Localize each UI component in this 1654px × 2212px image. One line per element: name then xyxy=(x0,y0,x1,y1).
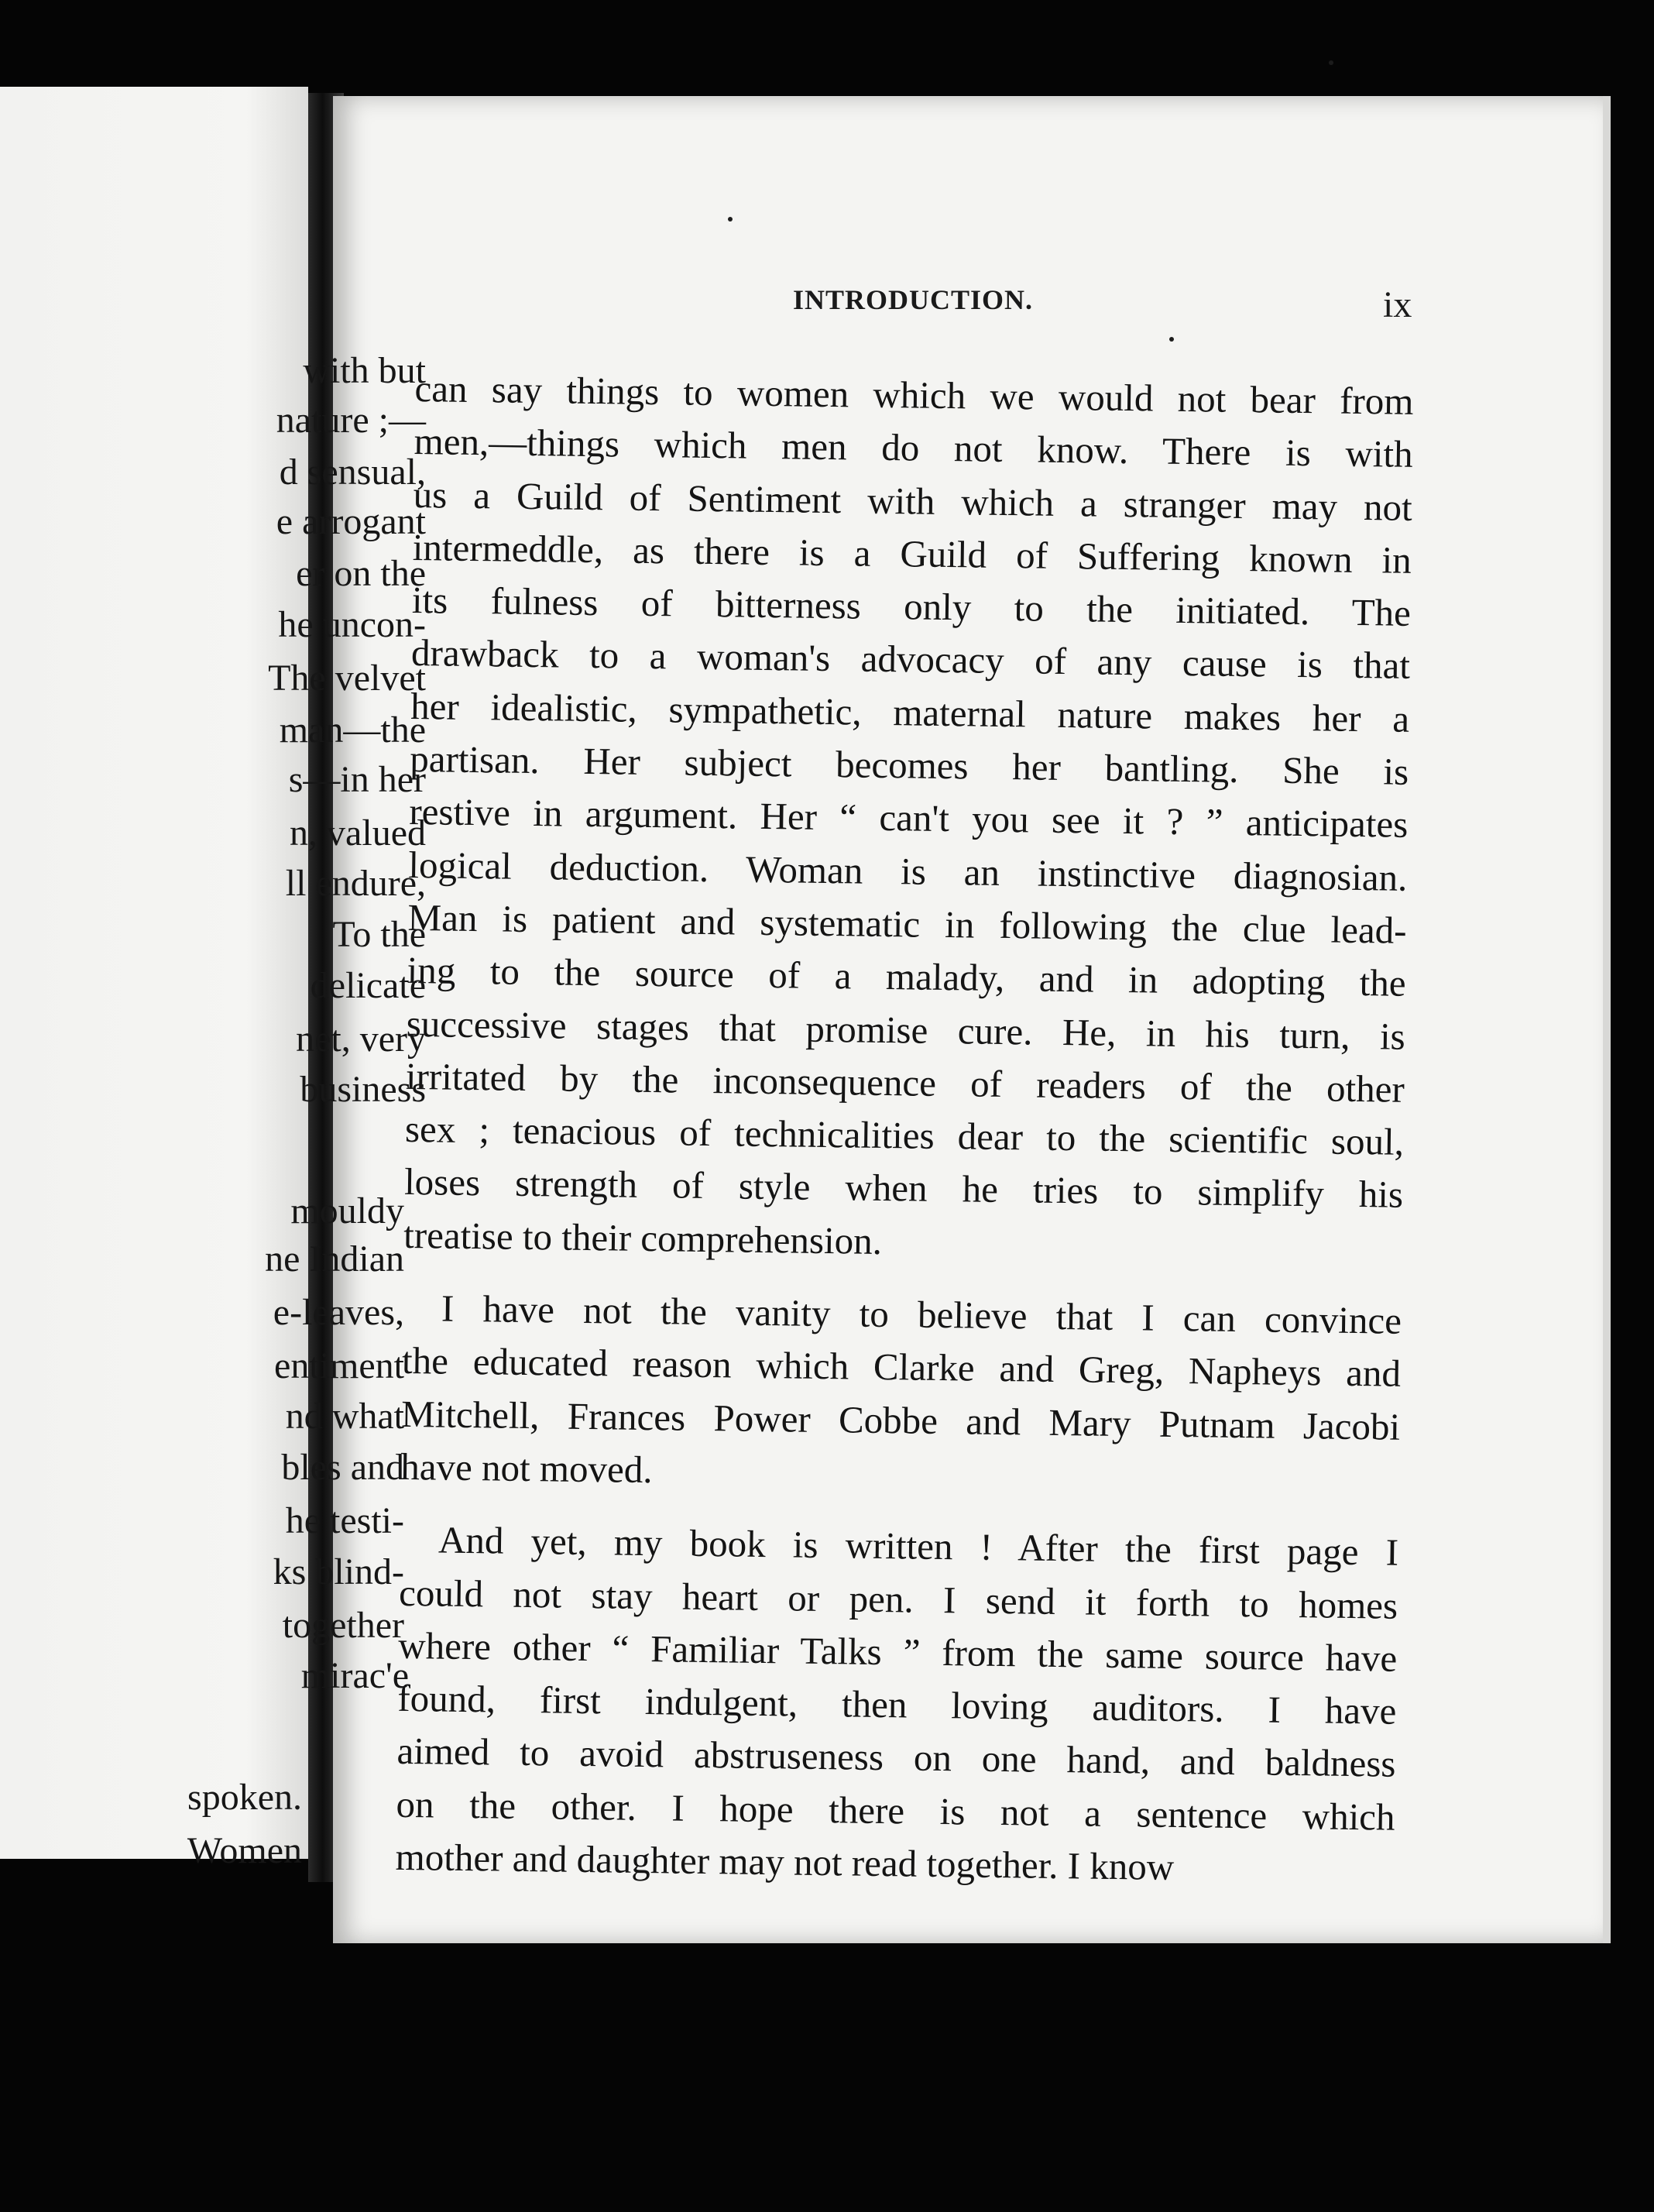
paragraph xyxy=(400,1282,1402,1506)
speck xyxy=(1329,60,1333,65)
left-page-line: The velvet xyxy=(268,657,426,699)
left-page-line: To the xyxy=(332,914,426,955)
left-page-line: e arrogant xyxy=(276,500,426,542)
left-page-line: he uncon- xyxy=(278,603,426,645)
text-line: have not moved. xyxy=(400,1444,653,1492)
left-page-line: ks blind- xyxy=(273,1551,404,1592)
left-page xyxy=(0,87,308,1859)
left-page-line: ll endure, xyxy=(285,863,426,905)
left-page-line: entiment xyxy=(274,1345,404,1386)
left-page-line: together xyxy=(282,1604,404,1646)
text-line: sex ; tenacious of technicalities dear to the scientific soul, xyxy=(404,1108,1405,1163)
text-line: aimed to avoid abstruseness on one hand, and baldness xyxy=(396,1729,1396,1786)
page-number: ix xyxy=(1383,284,1412,325)
text-line: restive in argument. Her “ can't you see it ? ” anticipates xyxy=(409,790,1409,847)
text-line: treatise to their comprehension. xyxy=(403,1213,883,1262)
text-line: loses strength of style when he tries to simplify his xyxy=(403,1160,1404,1217)
left-page-line: delicate xyxy=(310,964,426,1006)
left-page-line: he testi- xyxy=(285,1500,404,1542)
text-line: on the other. I hope there is not a sentence which xyxy=(396,1782,1395,1839)
left-page-line: er on the xyxy=(296,553,426,595)
left-page-line: e-leaves, xyxy=(273,1291,404,1333)
text-line: Man is patient and systematic in following the clue lead- xyxy=(407,895,1407,952)
left-page-line: nd what xyxy=(285,1396,404,1437)
text-line: its fulness of bitterness only to the initiated. The xyxy=(411,579,1412,635)
text-line: successive stages that promise cure. He, in his turn, is xyxy=(406,1001,1406,1058)
text-line: Mitchell, Frances Power Cobbe and Mary Putnam Jacobi xyxy=(400,1392,1401,1448)
text-line: can say things to women which we would not bear from xyxy=(414,366,1414,423)
text-line: us a Guild of Sentiment with which a stranger may not xyxy=(413,472,1413,529)
left-page-line: mouldy xyxy=(290,1190,404,1231)
text-line: I have not the vanity to believe that I can convince xyxy=(441,1286,1402,1342)
left-page-line: bles and xyxy=(281,1446,404,1488)
text-line: the educated reason which Clarke and Greg, Napheys and xyxy=(401,1339,1402,1396)
running-head: INTRODUCTION. xyxy=(793,284,1034,315)
left-page-line: net, very xyxy=(296,1018,426,1060)
text-line: ing to the source of a malady, and in adopting the xyxy=(407,949,1406,1005)
paragraph xyxy=(403,362,1414,1275)
left-page-line: business xyxy=(300,1069,426,1111)
text-line: partisan. Her subject becomes her bantling. She is xyxy=(409,737,1409,793)
left-page-line: n, valued xyxy=(290,812,426,854)
speck xyxy=(1169,337,1174,342)
text-line: men,—things which men do not know. There is with xyxy=(414,420,1413,476)
text-line: irritated by the inconsequence of readers of the other xyxy=(405,1054,1405,1111)
page-body xyxy=(395,362,1414,1897)
left-page-line: man—the xyxy=(279,709,426,751)
left-page-line: s—in her xyxy=(288,758,426,800)
text-line: And yet, my book is written ! After the first page I xyxy=(438,1518,1399,1574)
left-page-line: d sensual, xyxy=(279,452,426,493)
text-line: mother and daughter may not read together. I know xyxy=(395,1835,1175,1889)
text-line: intermeddle, as there is a Guild of Suffering known in xyxy=(412,525,1412,582)
left-page-line: spoken. xyxy=(187,1776,302,1818)
paragraph xyxy=(395,1513,1398,1897)
text-line: logical deduction. Woman is an instinctive diagnosian. xyxy=(408,843,1408,899)
left-page-line: ne Indian xyxy=(265,1238,404,1279)
left-page-line: mirac'e xyxy=(300,1655,409,1697)
left-page-line: nature ;— xyxy=(276,399,426,441)
left-page-line: with but xyxy=(303,350,426,391)
text-line: could not stay heart or pen. I send it forth to homes xyxy=(398,1571,1398,1627)
speck xyxy=(728,217,733,222)
left-page-line: Women xyxy=(187,1830,302,1871)
text-line: where other “ Familiar Talks ” from the same source have xyxy=(397,1623,1398,1680)
text-line: found, first indulgent, then loving auditors. I have xyxy=(397,1676,1397,1733)
text-line: drawback to a woman's advocacy of any cause is that xyxy=(410,631,1411,688)
text-line: her idealistic, sympathetic, maternal nature makes her a xyxy=(410,684,1410,740)
